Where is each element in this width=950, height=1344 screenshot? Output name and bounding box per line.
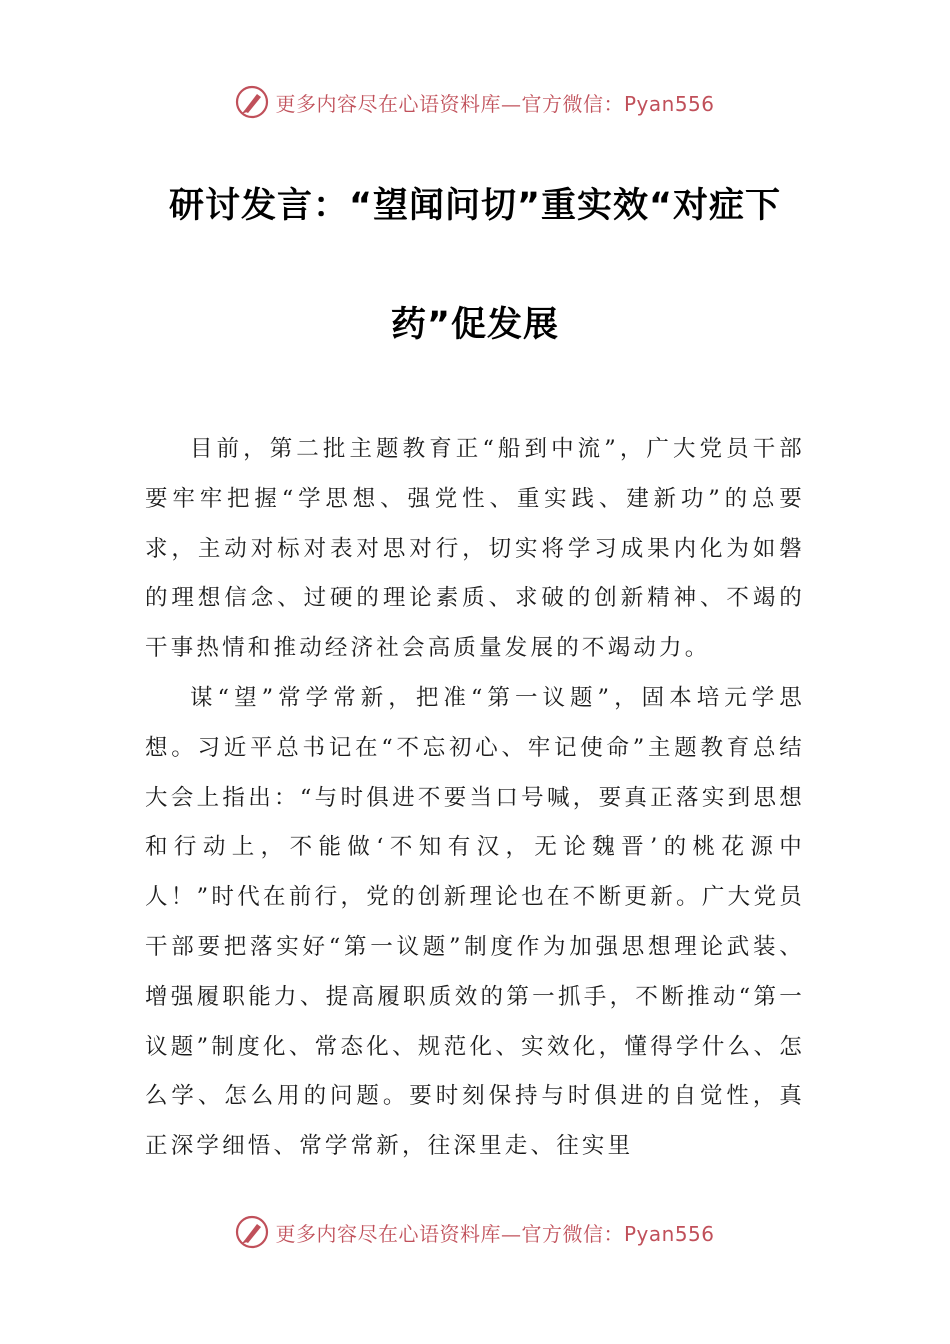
pen-logo-icon xyxy=(235,85,269,119)
wechat-id: Pyan556 xyxy=(623,91,715,116)
paragraph-1: 目前，第二批主题教育正“船到中流”，广大党员干部要牢牢把握“学思想、强党性、重实践、建新功”的总要求，主动对标对表对思对行，切实将学习成果内化为如磐的理想信念、过硬的理论素质、求破的创新精神、不竭的干事热情和推动经济社会高质量发展的不竭动力。 xyxy=(145,436,805,662)
footer-watermark-banner xyxy=(0,1210,950,1254)
document-title-line-2: 药”促发展 xyxy=(390,305,559,345)
banner-text: 更多内容尽在心语资料库—官方微信：Pyan556 xyxy=(275,1221,715,1246)
document-title-line-1: 研讨发言：“望闻问切”重实效“对症下 xyxy=(168,186,781,226)
banner-text: 更多内容尽在心语资料库—官方微信：Pyan556 xyxy=(275,91,715,116)
document-body xyxy=(145,425,805,1172)
pen-logo-icon xyxy=(235,1215,269,1249)
wechat-id: Pyan556 xyxy=(623,1221,715,1246)
paragraph-2: 谋“望”常学常新，把准“第一议题”，固本培元学思想。习近平总书记在“不忘初心、牢记使命”主题教育总结大会上指出：“与时俱进不要当口号喊，要真正落实到思想和行动上，不能做‘不知有汉，无论魏晋’的桃花源中人！”时代在前行，党的创新理论也在不断更新。广大党员干部要把落实好“第一议题”制度作为加强思想理论武装、增强履职能力、提高履职质效的第一抓手，不断推动“第一议题”制度化、常态化、规范化、实效化，懂得学什么、怎么学、怎么用的问题。要时刻保持与时俱进的自觉性，真正深学细悟、常学常新，往深里走、往实里 xyxy=(145,684,805,1160)
header-watermark-banner xyxy=(0,80,950,124)
